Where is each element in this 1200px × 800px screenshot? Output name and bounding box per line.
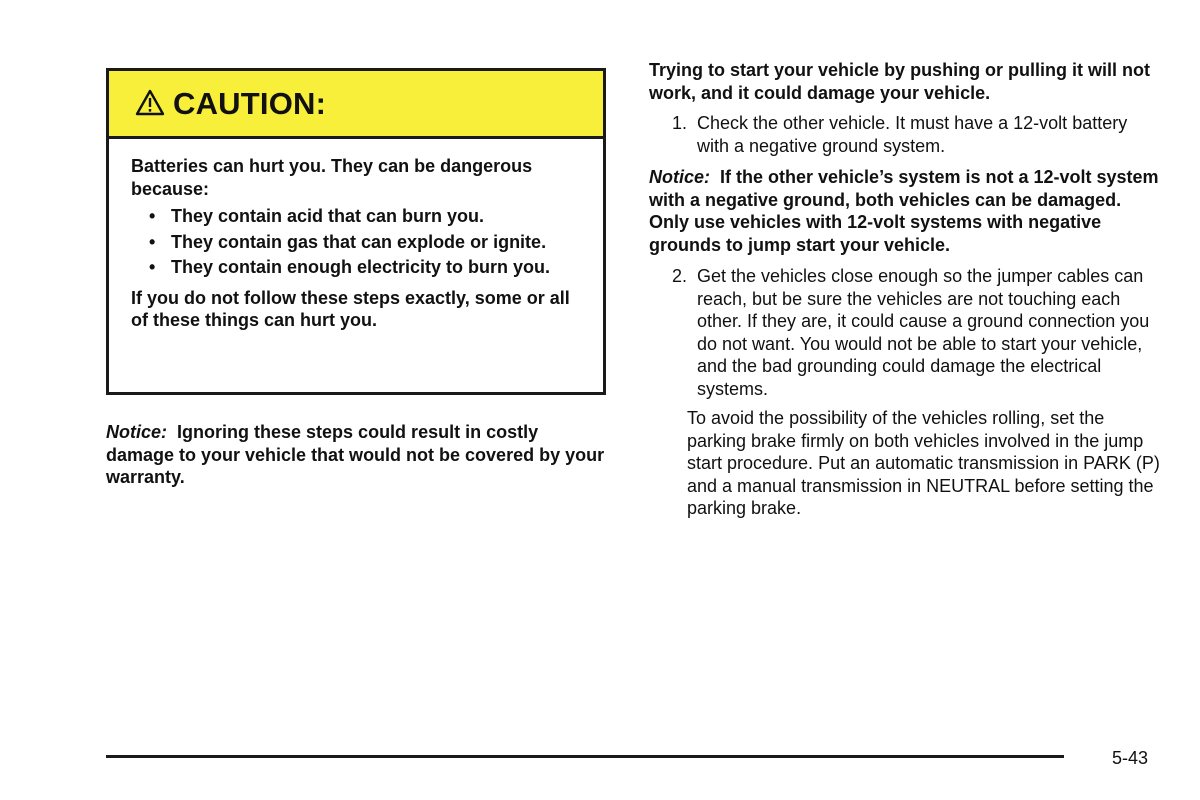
step-2 bbox=[649, 265, 1164, 400]
step-number: 1. bbox=[671, 113, 687, 133]
step-number: 2. bbox=[671, 266, 687, 286]
caution-body bbox=[109, 139, 603, 332]
caution-header bbox=[109, 71, 603, 139]
warning-triangle-icon bbox=[135, 91, 173, 116]
notice-paragraph-right bbox=[649, 166, 1164, 256]
notice-label: Notice: bbox=[649, 167, 711, 187]
list-item: • They contain enough electricity to burn you. bbox=[149, 256, 583, 279]
list-item: • They contain gas that can explode or ignite. bbox=[149, 231, 583, 254]
footer-rule bbox=[106, 755, 1064, 758]
step-text: Get the vehicles close enough so the jumper cables can reach, but be sure the vehicles are not touching each other. If they are, it could cause a ground connection you do not want. You would not be able to start your vehicle, and the bad grounding could damage the electrical systems. bbox=[697, 266, 1150, 399]
list-item: • They contain acid that can burn you. bbox=[149, 205, 583, 228]
notice-text: If the other vehicle’s system is not a 12-volt system with a negative ground, both vehicles can be damaged. Only use vehicles with 12-volt systems with negative grounds to jump start your vehicle. bbox=[649, 167, 1159, 255]
caution-intro: Batteries can hurt you. They can be dangerous because: bbox=[131, 156, 533, 199]
push-start-warning: Trying to start your vehicle by pushing or pulling it will not work, and it could damage your vehicle. bbox=[649, 60, 1151, 103]
page-number: 5-43 bbox=[1112, 748, 1149, 768]
caution-title: CAUTION: bbox=[173, 85, 327, 121]
step-2-continuation: To avoid the possibility of the vehicles rolling, set the parking brake firmly on both vehicles involved in the jump start procedure. Put an automatic transmission in PARK (P) and a manual transmission in NEUTRAL before setting the parking brake. bbox=[687, 408, 1160, 518]
notice-label: Notice: bbox=[106, 422, 168, 442]
notice-paragraph bbox=[106, 421, 606, 489]
caution-bullet-list bbox=[131, 205, 583, 279]
caution-footer: If you do not follow these steps exactly, some or all of these things can hurt you. bbox=[131, 287, 570, 330]
notice-text: Ignoring these steps could result in costly damage to your vehicle that would not be covered by your warranty. bbox=[106, 422, 605, 487]
caution-box bbox=[106, 68, 606, 395]
right-column bbox=[649, 59, 1164, 520]
step-1 bbox=[649, 112, 1164, 157]
step-text: Check the other vehicle. It must have a 12-volt battery with a negative ground system. bbox=[697, 113, 1128, 156]
